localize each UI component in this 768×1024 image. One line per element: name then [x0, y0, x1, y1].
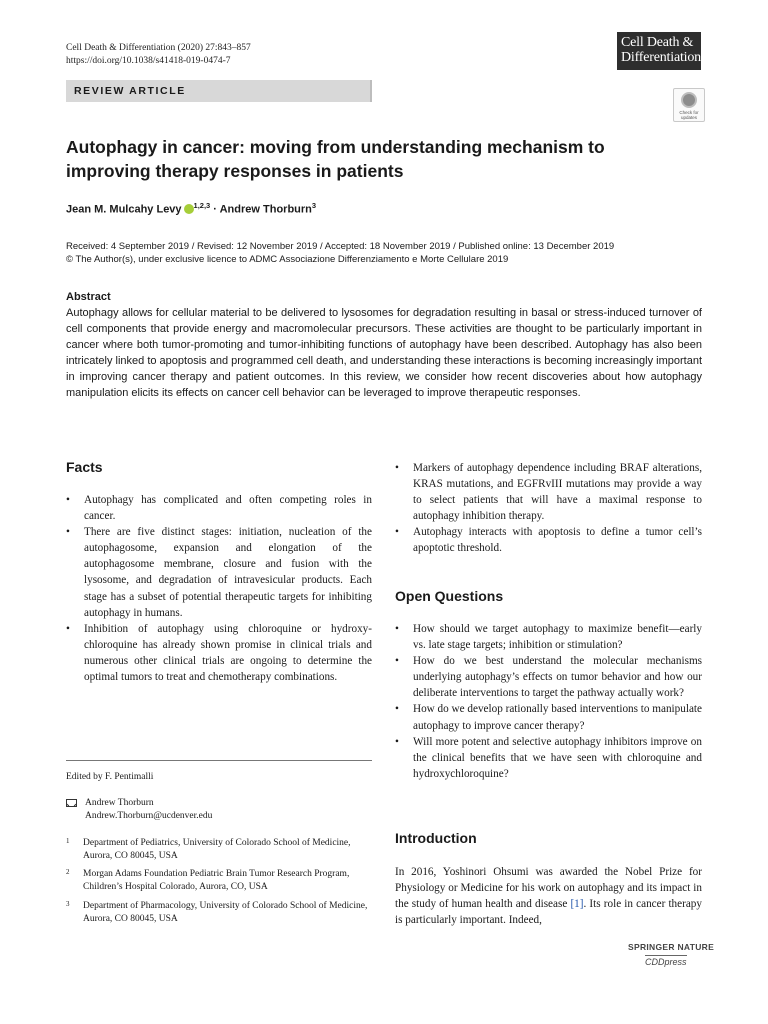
author-separator: ·: [210, 203, 220, 216]
intro-text-end: . Its role in cancer therapy is particularly important. Indeed,: [395, 898, 702, 927]
affiliation-number: 1: [66, 837, 70, 845]
footnote-divider: [66, 760, 372, 761]
envelope-icon: [66, 799, 77, 807]
edited-by: Edited by F. Pentimalli: [66, 772, 154, 782]
introduction-text: [395, 864, 702, 928]
open-questions-list: [395, 621, 702, 782]
affiliation-text: Department of Pediatrics, University of Colorado School of Medicine, Aurora, CO 80045, USA: [83, 838, 351, 861]
list-item: • Autophagy interacts with apoptosis to define a tumor cell’s apoptotic threshold.: [395, 524, 702, 556]
corresponding-email[interactable]: Andrew.Thorburn@ucdenver.edu: [85, 811, 213, 821]
crossmark-label: Check for updates: [679, 110, 699, 120]
author-affiliation-sup: 3: [311, 201, 317, 210]
author-name[interactable]: Andrew Thorburn: [219, 203, 312, 216]
affiliation-text: Morgan Adams Foundation Pediatric Brain Tumor Research Program, Children’s Hospital Colorado, Aurora, CO, USA: [83, 869, 350, 892]
affiliation-number: 2: [66, 868, 70, 876]
author-affiliation-sup: 1,2,3: [193, 201, 211, 210]
publication-history: [66, 240, 614, 266]
journal-citation: Cell Death & Differentiation (2020) 27:843–857: [66, 43, 251, 53]
corresponding-author: Andrew Thorburn: [85, 798, 154, 808]
doi-link[interactable]: https://doi.org/10.1038/s41418-019-0474-7: [66, 56, 231, 66]
author-name[interactable]: Jean M. Mulcahy Levy: [66, 203, 182, 216]
list-item: • Autophagy has complicated and often competing roles in cancer.: [66, 492, 372, 524]
introduction-heading: Introduction: [395, 830, 477, 846]
facts-heading: Facts: [66, 459, 103, 475]
copyright-line: © The Author(s), under exclusive licence to ADMC Associazione Differenziamento e Morte Cellulare 2019: [66, 254, 509, 265]
open-questions-heading: Open Questions: [395, 588, 504, 604]
facts-list-right: [395, 460, 702, 557]
list-item: • Inhibition of autophagy using chloroquine or hydroxy-chloroquine has already shown promise in clinical trials and numerous other clinical trials are ongoing to determine the optimal tumors to treat and chemotherapy combinations.: [66, 621, 372, 685]
date-history: Received: 4 September 2019 / Revised: 12 November 2019 / Accepted: 18 November 2019 / Published online: 13 December 2019: [66, 241, 615, 252]
list-item: • How do we best understand the molecular mechanisms underlying autophagy’s effects on tumor behavior and how our deliberate interventions to target the pathway actually work?: [395, 653, 702, 701]
reference-link[interactable]: [1]: [570, 898, 584, 911]
orcid-icon[interactable]: [184, 204, 194, 214]
publisher-logo: SPRINGER NATURE: [628, 942, 715, 952]
intro-text-start: In 2016, Yoshinori Ohsumi was awarded the Nobel Prize for Physiology or Medicine for his work on autophagy and its impact in the study of human health and disease: [395, 866, 702, 911]
facts-list-left: [66, 492, 372, 685]
author-list: [66, 199, 316, 217]
journal-logo[interactable]: Cell Death & Differentiation: [617, 32, 701, 70]
list-item: • Markers of autophagy dependence including BRAF alterations, KRAS mutations, and EGFRvIII mutations may provide a way to select patients that will have a maximal response to autophagy inhibition therapy.: [395, 460, 702, 524]
abstract-heading: Abstract: [66, 291, 111, 303]
affiliation-number: 3: [66, 900, 70, 908]
crossmark-icon: [681, 92, 697, 108]
affiliation-text: Department of Pharmacology, University of Colorado School of Medicine, Aurora, CO 80045, USA: [83, 901, 368, 924]
list-item: • There are five distinct stages: initiation, nucleation of the autophagosome, expansion and elongation of the autophagosome membrane, closure and fusion with the lysosome, and degradation of intravesicular products. Each stage has a subset of potential therapeutic targets for inhibiting autophagy in humans.: [66, 524, 372, 621]
check-for-updates-badge[interactable]: [673, 88, 705, 122]
article-title: Autophagy in cancer: moving from understanding mechanism to improving therapy responses in patients: [66, 137, 605, 181]
list-item: • Will more potent and selective autophagy inhibitors improve on the clinical benefits that we have seen with chloroquine and hydroxychloroquine?: [395, 734, 702, 782]
list-item: • How should we target autophagy to maximize benefit—early vs. late stage targets; inhibition or stimulation?: [395, 621, 702, 653]
abstract-text: Autophagy allows for cellular material to be delivered to lysosomes for degradation resulting in basal or stress-induced turnover of cell components that provide energy and macromolecular precursors. These activities are thought to be particularly important in cancer where both tumor-promoting and tumor-inhibiting functions of autophagy have been described. Autophagy has also been intricately linked to apoptosis and programmed cell death, and understanding these interactions is becoming increasingly important in improving cancer therapy and patient outcomes. In this review, we consider how recent discoveries about how autophagy manipulation elicits its effects on cancer cell behavior can be leveraged to improve therapeutic responses.: [66, 307, 702, 399]
article-type-banner: REVIEW ARTICLE: [66, 80, 372, 102]
imprint-logo: CDDpress: [645, 957, 687, 967]
list-item: • How do we develop rationally based interventions to manipulate autophagy to improve cancer therapy?: [395, 701, 702, 733]
